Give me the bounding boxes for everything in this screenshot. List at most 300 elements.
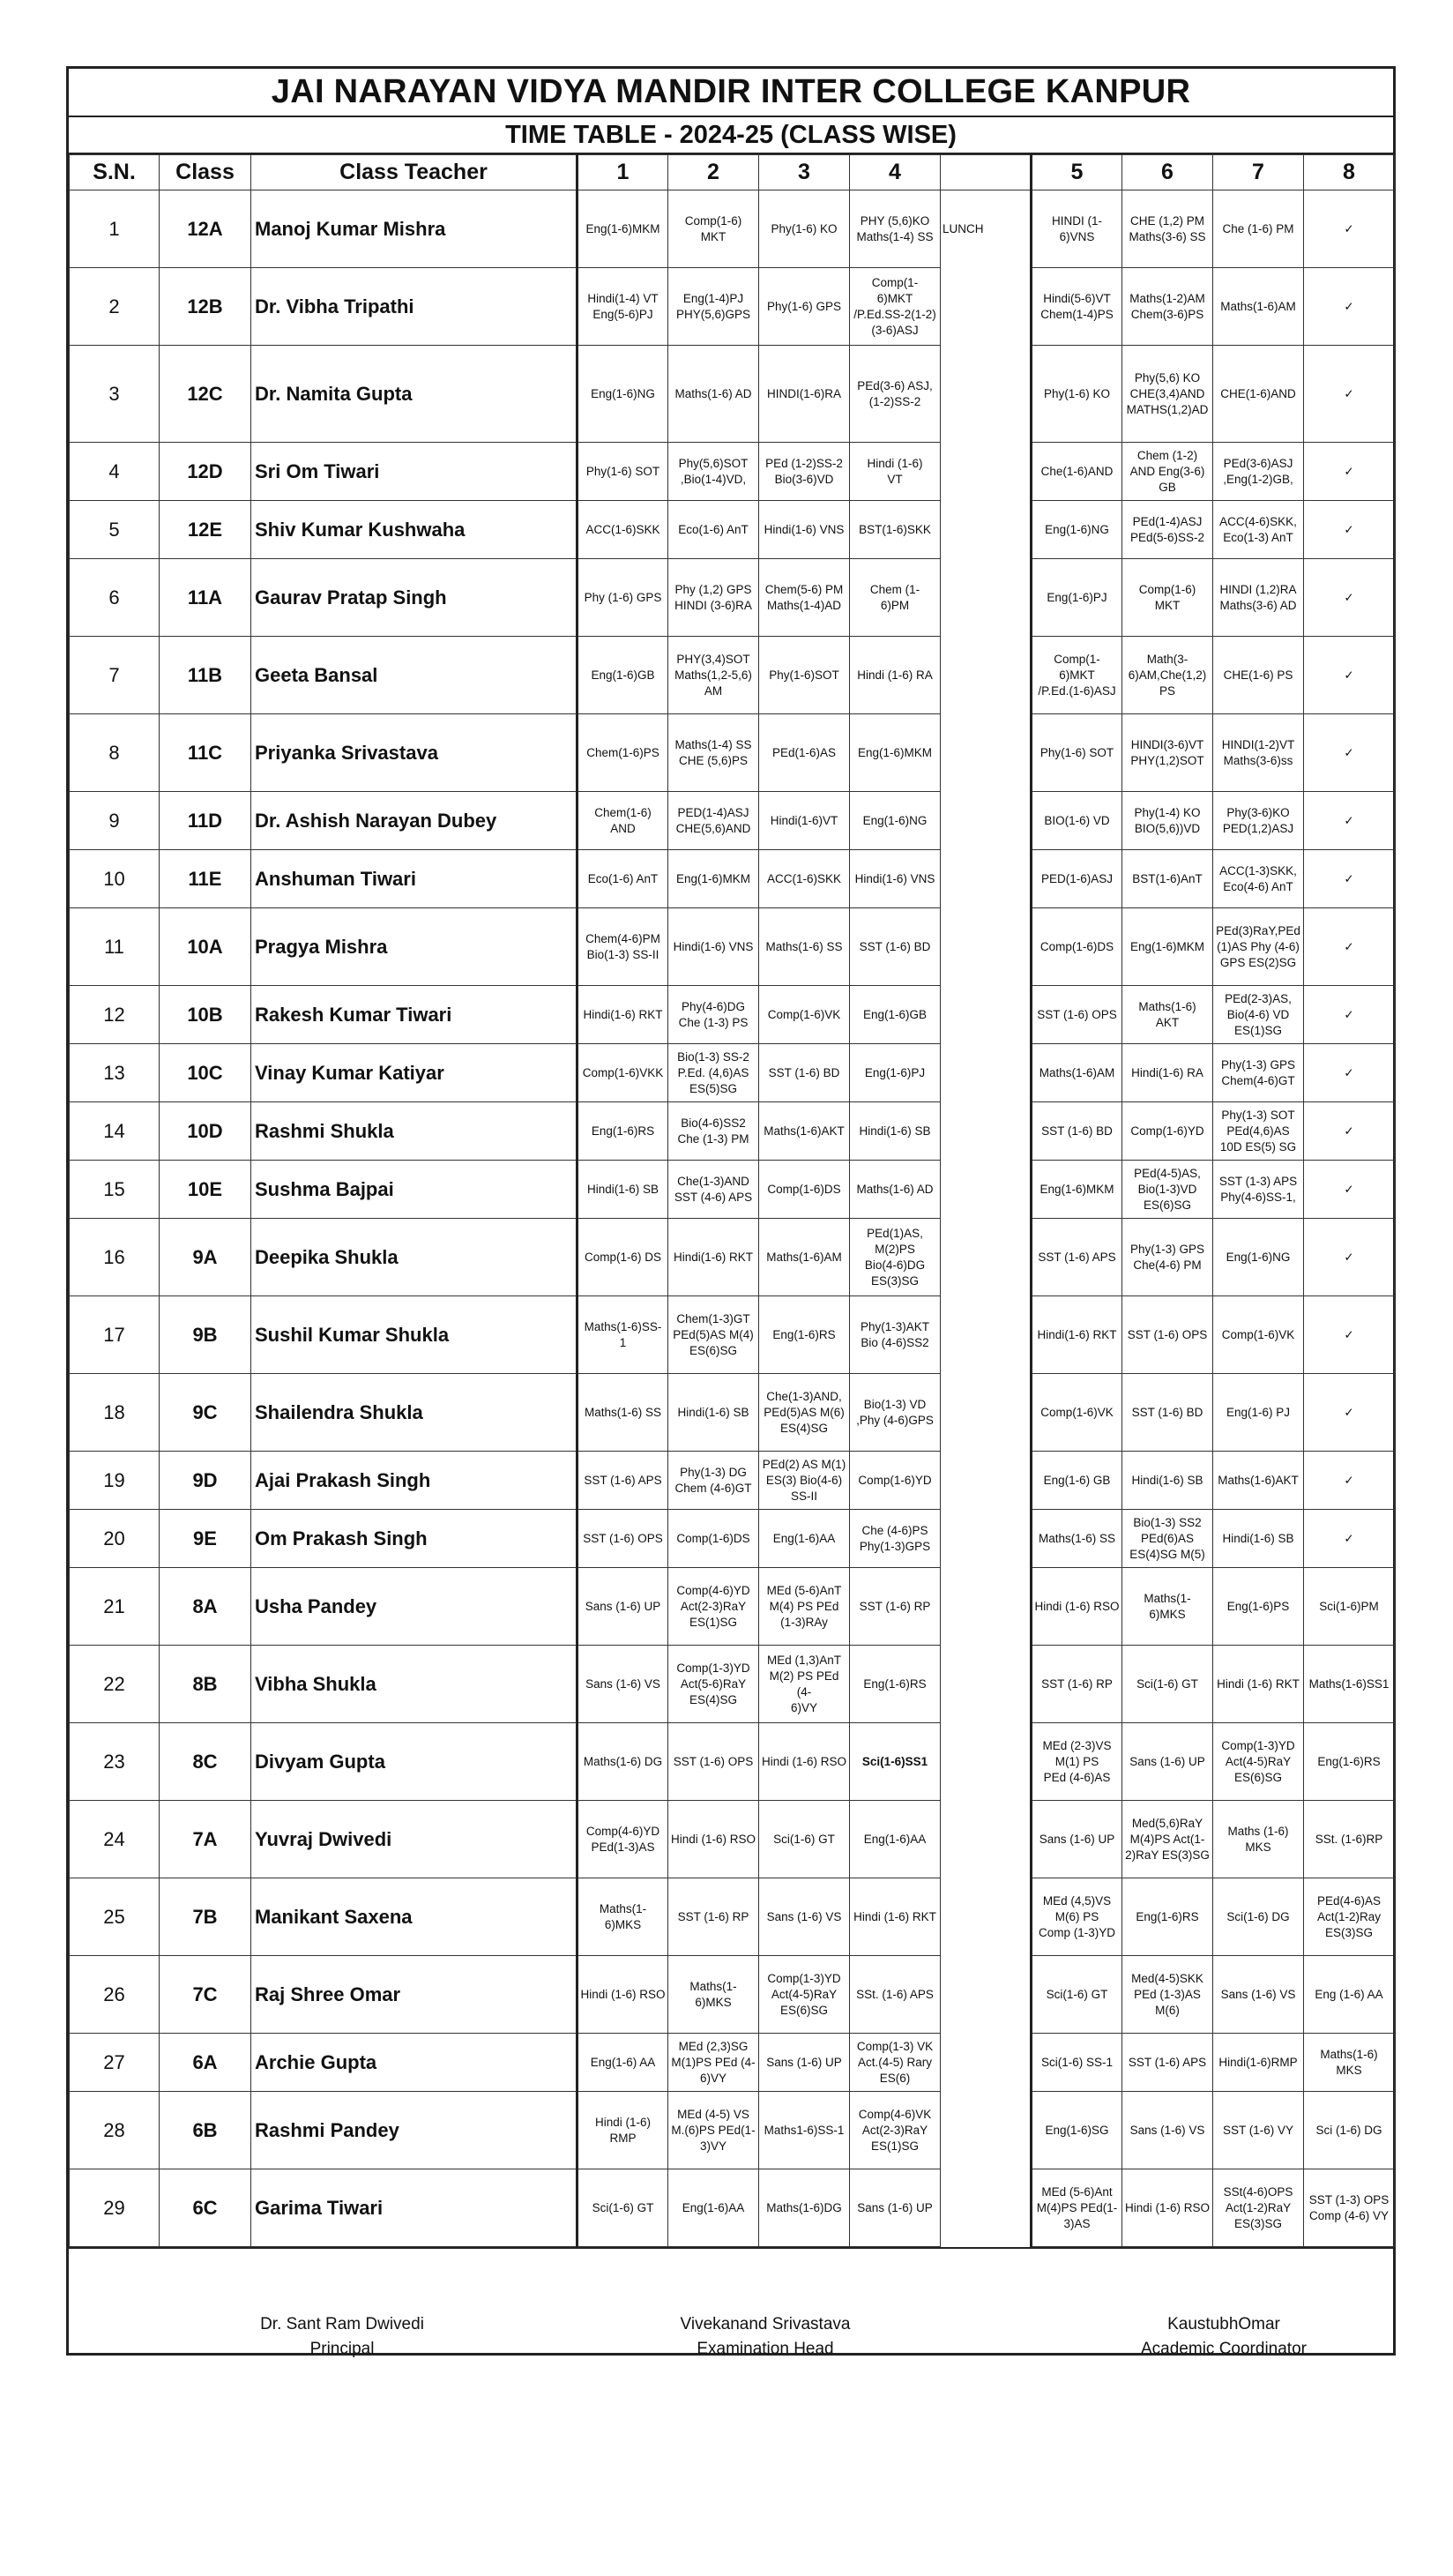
class-teacher-cell: Pragya Mishra (251, 908, 577, 986)
serial-number-cell: 22 (70, 1646, 160, 1723)
col-header-sn: S.N. (70, 155, 160, 190)
serial-number-cell: 8 (70, 714, 160, 792)
period-8-cell: ✓ (1304, 1452, 1395, 1510)
lunch-cell: LUNCH (941, 190, 1032, 268)
period-4-cell: PHY (5,6)KO Maths(1-4) SS (850, 190, 941, 268)
period-8-cell: Maths(1-6)SS1 (1304, 1646, 1395, 1723)
serial-number-cell: 4 (70, 443, 160, 501)
class-cell: 8A (160, 1568, 251, 1646)
period-7-cell: Che (1-6) PM (1213, 190, 1304, 268)
period-2-cell: Eng(1-6)AA (668, 2169, 759, 2247)
lunch-cell (941, 986, 1032, 1044)
period-2-cell: Hindi(1-6) SB (668, 1374, 759, 1452)
period-7-cell: ACC(4-6)SKK, Eco(1-3) AnT (1213, 501, 1304, 559)
class-teacher-cell: Rakesh Kumar Tiwari (251, 986, 577, 1044)
period-4-cell: BST(1-6)SKK (850, 501, 941, 559)
period-4-cell: Phy(1-3)AKT Bio (4-6)SS2 (850, 1296, 941, 1374)
serial-number-cell: 16 (70, 1219, 160, 1296)
class-teacher-cell: Manikant Saxena (251, 1878, 577, 1956)
class-cell: 12E (160, 501, 251, 559)
period-4-cell: Eng(1-6)GB (850, 986, 941, 1044)
class-cell: 11A (160, 559, 251, 637)
col-header-period-4: 4 (850, 155, 941, 190)
period-3-cell: Phy(1-6) KO (759, 190, 850, 268)
period-2-cell: Eng(1-6)MKM (668, 850, 759, 908)
period-6-cell: Phy(5,6) KO CHE(3,4)AND MATHS(1,2)AD (1122, 346, 1213, 443)
class-teacher-cell: Om Prakash Singh (251, 1510, 577, 1568)
period-3-cell: Eng(1-6)RS (759, 1296, 850, 1374)
period-4-cell: Hindi(1-6) VNS (850, 850, 941, 908)
period-8-cell: ✓ (1304, 1374, 1395, 1452)
class-teacher-cell: Yuvraj Dwivedi (251, 1801, 577, 1878)
period-6-cell: Med(5,6)RaY M(4)PS Act(1- 2)RaY ES(3)SG (1122, 1801, 1213, 1878)
period-7-cell: Maths(1-6)AM (1213, 268, 1304, 346)
period-6-cell: CHE (1,2) PM Maths(3-6) SS (1122, 190, 1213, 268)
period-2-cell: Eng(1-4)PJ PHY(5,6)GPS (668, 268, 759, 346)
class-row (70, 190, 1395, 268)
period-4-cell: Comp(4-6)VK Act(2-3)RaY ES(1)SG (850, 2092, 941, 2169)
period-7-cell: PEd(2-3)AS, Bio(4-6) VD ES(1)SG (1213, 986, 1304, 1044)
period-6-cell: Eng(1-6)RS (1122, 1878, 1213, 1956)
period-7-cell: Eng(1-6)NG (1213, 1219, 1304, 1296)
period-3-cell: Sci(1-6) GT (759, 1801, 850, 1878)
serial-number-cell: 23 (70, 1723, 160, 1801)
period-1-cell: Sci(1-6) GT (577, 2169, 668, 2247)
period-3-cell: Maths(1-6)AM (759, 1219, 850, 1296)
period-5-cell: SST (1-6) OPS (1032, 986, 1122, 1044)
serial-number-cell: 24 (70, 1801, 160, 1878)
class-teacher-cell: Usha Pandey (251, 1568, 577, 1646)
serial-number-cell: 15 (70, 1161, 160, 1219)
period-2-cell: Phy (1,2) GPS HINDI (3-6)RA (668, 559, 759, 637)
period-8-cell: ✓ (1304, 559, 1395, 637)
period-2-cell: PHY(3,4)SOT Maths(1,2-5,6) AM (668, 637, 759, 714)
period-7-cell: CHE(1-6)AND (1213, 346, 1304, 443)
period-3-cell: Comp(1-6)DS (759, 1161, 850, 1219)
lunch-cell (941, 1219, 1032, 1296)
period-2-cell: Bio(4-6)SS2 Che (1-3) PM (668, 1102, 759, 1161)
period-3-cell: Phy(1-6)SOT (759, 637, 850, 714)
period-5-cell: SST (1-6) BD (1032, 1102, 1122, 1161)
period-6-cell: Math(3- 6)AM,Che(1,2) PS (1122, 637, 1213, 714)
serial-number-cell: 14 (70, 1102, 160, 1161)
class-cell: 7B (160, 1878, 251, 1956)
period-6-cell: HINDI(3-6)VT PHY(1,2)SOT (1122, 714, 1213, 792)
period-4-cell: Hindi (1-6) RA (850, 637, 941, 714)
class-row (70, 714, 1395, 792)
class-teacher-cell: Raj Shree Omar (251, 1956, 577, 2034)
period-7-cell: Phy(1-3) SOT PEd(4,6)AS 10D ES(5) SG (1213, 1102, 1304, 1161)
period-2-cell: Phy(1-3) DG Chem (4-6)GT (668, 1452, 759, 1510)
period-4-cell: Che (4-6)PS Phy(1-3)GPS (850, 1510, 941, 1568)
period-1-cell: Eng(1-6)RS (577, 1102, 668, 1161)
period-5-cell: BIO(1-6) VD (1032, 792, 1122, 850)
class-teacher-cell: Priyanka Srivastava (251, 714, 577, 792)
period-3-cell: Maths(1-6)AKT (759, 1102, 850, 1161)
period-6-cell: Chem (1-2) AND Eng(3-6) GB (1122, 443, 1213, 501)
period-7-cell: PEd(3)RaY,PEd (1)AS Phy (4-6) GPS ES(2)SG (1213, 908, 1304, 986)
period-3-cell: Sans (1-6) VS (759, 1878, 850, 1956)
class-cell: 11E (160, 850, 251, 908)
period-7-cell: CHE(1-6) PS (1213, 637, 1304, 714)
period-8-cell: Eng (1-6) AA (1304, 1956, 1395, 2034)
period-2-cell: SST (1-6) RP (668, 1878, 759, 1956)
class-row (70, 268, 1395, 346)
period-1-cell: Maths(1-6) SS (577, 1374, 668, 1452)
lunch-cell (941, 2169, 1032, 2247)
period-1-cell: Phy(1-6) SOT (577, 443, 668, 501)
period-4-cell: Eng(1-6)MKM (850, 714, 941, 792)
class-row (70, 1296, 1395, 1374)
col-header-period-2: 2 (668, 155, 759, 190)
period-5-cell: Che(1-6)AND (1032, 443, 1122, 501)
lunch-cell (941, 268, 1032, 346)
period-3-cell: Maths(1-6)DG (759, 2169, 850, 2247)
serial-number-cell: 7 (70, 637, 160, 714)
period-6-cell: Maths(1-6) AKT (1122, 986, 1213, 1044)
class-teacher-cell: Rashmi Shukla (251, 1102, 577, 1161)
col-header-period-3: 3 (759, 155, 850, 190)
period-2-cell: Comp(1-6)DS (668, 1510, 759, 1568)
period-1-cell: Eng(1-6)NG (577, 346, 668, 443)
period-8-cell: Eng(1-6)RS (1304, 1723, 1395, 1801)
period-4-cell: Hindi(1-6) SB (850, 1102, 941, 1161)
period-1-cell: Comp(1-6)VKK (577, 1044, 668, 1102)
lunch-cell (941, 1296, 1032, 1374)
serial-number-cell: 11 (70, 908, 160, 986)
lunch-cell (941, 1568, 1032, 1646)
period-1-cell: Sans (1-6) UP (577, 1568, 668, 1646)
lunch-cell (941, 1102, 1032, 1161)
col-header-period-5: 5 (1032, 155, 1122, 190)
period-1-cell: SST (1-6) APS (577, 1452, 668, 1510)
timetable-body (70, 190, 1395, 2247)
serial-number-cell: 29 (70, 2169, 160, 2247)
period-7-cell: Phy(1-3) GPS Chem(4-6)GT (1213, 1044, 1304, 1102)
class-row (70, 2092, 1395, 2169)
class-cell: 6B (160, 2092, 251, 2169)
period-7-cell: Phy(3-6)KO PED(1,2)ASJ (1213, 792, 1304, 850)
period-6-cell: Med(4-5)SKK PEd (1-3)AS M(6) (1122, 1956, 1213, 2034)
period-2-cell: Hindi(1-6) VNS (668, 908, 759, 986)
class-teacher-cell: Manoj Kumar Mishra (251, 190, 577, 268)
col-header-class: Class (160, 155, 251, 190)
class-row (70, 443, 1395, 501)
class-cell: 6C (160, 2169, 251, 2247)
class-cell: 12B (160, 268, 251, 346)
period-7-cell: Maths(1-6)AKT (1213, 1452, 1304, 1510)
col-header-period-8: 8 (1304, 155, 1395, 190)
period-5-cell: Eng(1-6)MKM (1032, 1161, 1122, 1219)
class-row (70, 1510, 1395, 1568)
period-3-cell: Chem(5-6) PM Maths(1-4)AD (759, 559, 850, 637)
period-3-cell: Hindi(1-6) VNS (759, 501, 850, 559)
period-8-cell: Maths(1-6) MKS (1304, 2034, 1395, 2092)
period-7-cell: Eng(1-6) PJ (1213, 1374, 1304, 1452)
class-row (70, 986, 1395, 1044)
class-row (70, 637, 1395, 714)
serial-number-cell: 28 (70, 2092, 160, 2169)
period-7-cell: SST (1-3) APS Phy(4-6)SS-1, (1213, 1161, 1304, 1219)
signatory-role: Examination Head (697, 2340, 834, 2358)
class-teacher-cell: Dr. Namita Gupta (251, 346, 577, 443)
period-5-cell: SST (1-6) APS (1032, 1219, 1122, 1296)
period-4-cell: Hindi (1-6) VT (850, 443, 941, 501)
class-cell: 11B (160, 637, 251, 714)
period-2-cell: Maths(1-4) SS CHE (5,6)PS (668, 714, 759, 792)
period-5-cell: Maths(1-6)AM (1032, 1044, 1122, 1102)
period-1-cell: Phy (1-6) GPS (577, 559, 668, 637)
period-3-cell: Phy(1-6) GPS (759, 268, 850, 346)
signatory-academic-coordinator (1092, 2312, 1356, 2362)
signatory-role: Academic Coordinator (1141, 2340, 1307, 2358)
signatory-principal (210, 2312, 474, 2362)
class-row (70, 1956, 1395, 2034)
class-cell: 9C (160, 1374, 251, 1452)
col-header-period-6: 6 (1122, 155, 1213, 190)
period-1-cell: ACC(1-6)SKK (577, 501, 668, 559)
class-row (70, 2034, 1395, 2092)
serial-number-cell: 21 (70, 1568, 160, 1646)
class-cell: 10B (160, 986, 251, 1044)
period-3-cell: PEd(1-6)AS (759, 714, 850, 792)
period-4-cell: SSt. (1-6) APS (850, 1956, 941, 2034)
period-7-cell: Comp(1-3)YD Act(4-5)RaY ES(6)SG (1213, 1723, 1304, 1801)
period-6-cell: Hindi(1-6) SB (1122, 1452, 1213, 1510)
period-8-cell: ✓ (1304, 1102, 1395, 1161)
serial-number-cell: 25 (70, 1878, 160, 1956)
period-4-cell: Comp(1- 6)MKT /P.Ed.SS-2(1-2) (3-6)ASJ (850, 268, 941, 346)
period-5-cell: MEd (2-3)VS M(1) PS PEd (4-6)AS (1032, 1723, 1122, 1801)
serial-number-cell: 5 (70, 501, 160, 559)
class-row (70, 346, 1395, 443)
lunch-cell (941, 1801, 1032, 1878)
period-6-cell: Bio(1-3) SS2 PEd(6)AS ES(4)SG M(5) (1122, 1510, 1213, 1568)
period-2-cell: Comp(4-6)YD Act(2-3)RaY ES(1)SG (668, 1568, 759, 1646)
period-6-cell: Sans (1-6) UP (1122, 1723, 1213, 1801)
period-2-cell: MEd (2,3)SG M(1)PS PEd (4- 6)VY (668, 2034, 759, 2092)
timetable-table (69, 154, 1395, 2247)
period-7-cell: HINDI(1-2)VT Maths(3-6)ss (1213, 714, 1304, 792)
class-teacher-cell: Dr. Ashish Narayan Dubey (251, 792, 577, 850)
period-8-cell: PEd(4-6)AS Act(1-2)Ray ES(3)SG (1304, 1878, 1395, 1956)
period-2-cell: Chem(1-3)GT PEd(5)AS M(4) ES(6)SG (668, 1296, 759, 1374)
class-row (70, 559, 1395, 637)
class-row (70, 850, 1395, 908)
class-cell: 9E (160, 1510, 251, 1568)
period-7-cell: Hindi (1-6) RKT (1213, 1646, 1304, 1723)
period-5-cell: Eng(1-6)PJ (1032, 559, 1122, 637)
class-teacher-cell: Gaurav Pratap Singh (251, 559, 577, 637)
signatory-name: Dr. Sant Ram Dwivedi (260, 2315, 424, 2333)
class-teacher-cell: Divyam Gupta (251, 1723, 577, 1801)
period-4-cell: Eng(1-6)NG (850, 792, 941, 850)
class-row (70, 2169, 1395, 2247)
period-7-cell: HINDI (1,2)RA Maths(3-6) AD (1213, 559, 1304, 637)
period-6-cell: Maths(1- 6)MKS (1122, 1568, 1213, 1646)
period-8-cell: ✓ (1304, 1044, 1395, 1102)
lunch-cell (941, 1510, 1032, 1568)
period-1-cell: Eng(1-6) AA (577, 2034, 668, 2092)
period-5-cell: Sans (1-6) UP (1032, 1801, 1122, 1878)
class-cell: 12C (160, 346, 251, 443)
period-8-cell: ✓ (1304, 908, 1395, 986)
lunch-cell (941, 1956, 1032, 2034)
lunch-cell (941, 1723, 1032, 1801)
period-2-cell: PED(1-4)ASJ CHE(5,6)AND (668, 792, 759, 850)
period-6-cell: Sci(1-6) GT (1122, 1646, 1213, 1723)
lunch-cell (941, 637, 1032, 714)
period-5-cell: Sci(1-6) SS-1 (1032, 2034, 1122, 2092)
class-row (70, 1219, 1395, 1296)
period-6-cell: PEd(4-5)AS, Bio(1-3)VD ES(6)SG (1122, 1161, 1213, 1219)
period-3-cell: PEd(2) AS M(1) ES(3) Bio(4-6) SS-II (759, 1452, 850, 1510)
class-cell: 6A (160, 2034, 251, 2092)
period-6-cell: Phy(1-3) GPS Che(4-6) PM (1122, 1219, 1213, 1296)
period-1-cell: Maths(1-6)SS- 1 (577, 1296, 668, 1374)
period-3-cell: Eng(1-6)AA (759, 1510, 850, 1568)
period-7-cell: Sci(1-6) DG (1213, 1878, 1304, 1956)
period-2-cell: SST (1-6) OPS (668, 1723, 759, 1801)
period-5-cell: MEd (5-6)Ant M(4)PS PEd(1- 3)AS (1032, 2169, 1122, 2247)
class-row (70, 1374, 1395, 1452)
serial-number-cell: 27 (70, 2034, 160, 2092)
period-5-cell: PED(1-6)ASJ (1032, 850, 1122, 908)
col-header-teacher: Class Teacher (251, 155, 577, 190)
class-row (70, 1878, 1395, 1956)
class-row (70, 501, 1395, 559)
period-5-cell: Maths(1-6) SS (1032, 1510, 1122, 1568)
class-row (70, 1044, 1395, 1102)
period-4-cell: Comp(1-6)YD (850, 1452, 941, 1510)
lunch-cell (941, 559, 1032, 637)
period-2-cell: Phy(5,6)SOT ,Bio(1-4)VD, (668, 443, 759, 501)
period-4-cell: Maths(1-6) AD (850, 1161, 941, 1219)
period-2-cell: MEd (4-5) VS M.(6)PS PEd(1- 3)VY (668, 2092, 759, 2169)
class-teacher-cell: Anshuman Tiwari (251, 850, 577, 908)
period-7-cell: ACC(1-3)SKK, Eco(4-6) AnT (1213, 850, 1304, 908)
period-8-cell: ✓ (1304, 268, 1395, 346)
period-5-cell: Phy(1-6) SOT (1032, 714, 1122, 792)
period-1-cell: Chem(1-6) AND (577, 792, 668, 850)
lunch-cell (941, 346, 1032, 443)
period-6-cell: Comp(1-6)YD (1122, 1102, 1213, 1161)
period-8-cell: ✓ (1304, 443, 1395, 501)
period-2-cell: Bio(1-3) SS-2 P.Ed. (4,6)AS ES(5)SG (668, 1044, 759, 1102)
period-1-cell: Hindi (1-6) RMP (577, 2092, 668, 2169)
class-row (70, 1568, 1395, 1646)
period-7-cell: SST (1-6) VY (1213, 2092, 1304, 2169)
serial-number-cell: 13 (70, 1044, 160, 1102)
class-teacher-cell: Vibha Shukla (251, 1646, 577, 1723)
class-teacher-cell: Vinay Kumar Katiyar (251, 1044, 577, 1102)
period-8-cell: ✓ (1304, 714, 1395, 792)
period-6-cell: Eng(1-6)MKM (1122, 908, 1213, 986)
period-1-cell: Maths(1- 6)MKS (577, 1878, 668, 1956)
period-4-cell: Eng(1-6)AA (850, 1801, 941, 1878)
lunch-cell (941, 1878, 1032, 1956)
period-5-cell: Comp(1-6)DS (1032, 908, 1122, 986)
period-7-cell: Eng(1-6)PS (1213, 1568, 1304, 1646)
class-cell: 12A (160, 190, 251, 268)
timetable-sheet (66, 66, 1396, 2356)
period-5-cell: HINDI (1- 6)VNS (1032, 190, 1122, 268)
class-row (70, 1646, 1395, 1723)
period-5-cell: MEd (4,5)VS M(6) PS Comp (1-3)YD (1032, 1878, 1122, 1956)
period-2-cell: Phy(4-6)DG Che (1-3) PS (668, 986, 759, 1044)
lunch-cell (941, 1452, 1032, 1510)
period-3-cell: MEd (5-6)AnT M(4) PS PEd (1-3)RAy (759, 1568, 850, 1646)
period-5-cell: Hindi(5-6)VT Chem(1-4)PS (1032, 268, 1122, 346)
serial-number-cell: 3 (70, 346, 160, 443)
period-5-cell: Comp(1- 6)MKT /P.Ed.(1-6)ASJ (1032, 637, 1122, 714)
class-teacher-cell: Deepika Shukla (251, 1219, 577, 1296)
period-4-cell: Bio(1-3) VD ,Phy (4-6)GPS (850, 1374, 941, 1452)
period-5-cell: Phy(1-6) KO (1032, 346, 1122, 443)
lunch-cell (941, 2034, 1032, 2092)
class-cell: 8B (160, 1646, 251, 1723)
period-2-cell: Che(1-3)AND SST (4-6) APS (668, 1161, 759, 1219)
period-1-cell: Hindi (1-6) RSO (577, 1956, 668, 2034)
class-teacher-cell: Sushil Kumar Shukla (251, 1296, 577, 1374)
class-cell: 8C (160, 1723, 251, 1801)
period-6-cell: Hindi (1-6) RSO (1122, 2169, 1213, 2247)
period-8-cell: ✓ (1304, 792, 1395, 850)
signatory-name: Vivekanand Srivastava (680, 2315, 851, 2333)
period-8-cell: ✓ (1304, 501, 1395, 559)
class-row (70, 1801, 1395, 1878)
period-3-cell: Che(1-3)AND, PEd(5)AS M(6) ES(4)SG (759, 1374, 850, 1452)
col-header-lunch (941, 155, 1032, 190)
period-2-cell: Comp(1-6) MKT (668, 190, 759, 268)
period-1-cell: SST (1-6) OPS (577, 1510, 668, 1568)
period-8-cell: Sci (1-6) DG (1304, 2092, 1395, 2169)
period-3-cell: SST (1-6) BD (759, 1044, 850, 1102)
timetable-subtitle: TIME TABLE - 2024-25 (CLASS WISE) (69, 117, 1393, 154)
period-3-cell: HINDI(1-6)RA (759, 346, 850, 443)
period-7-cell: Hindi(1-6)RMP (1213, 2034, 1304, 2092)
class-teacher-cell: Shailendra Shukla (251, 1374, 577, 1452)
period-8-cell: ✓ (1304, 190, 1395, 268)
class-teacher-cell: Geeta Bansal (251, 637, 577, 714)
class-teacher-cell: Sri Om Tiwari (251, 443, 577, 501)
lunch-cell (941, 1044, 1032, 1102)
period-6-cell: Phy(1-4) KO BIO(5,6))VD (1122, 792, 1213, 850)
col-header-period-7: 7 (1213, 155, 1304, 190)
period-1-cell: Eng(1-6)GB (577, 637, 668, 714)
period-5-cell: Hindi(1-6) RKT (1032, 1296, 1122, 1374)
class-cell: 10E (160, 1161, 251, 1219)
period-3-cell: Maths(1-6) SS (759, 908, 850, 986)
serial-number-cell: 26 (70, 1956, 160, 2034)
period-1-cell: Sans (1-6) VS (577, 1646, 668, 1723)
period-3-cell: PEd (1-2)SS-2 Bio(3-6)VD (759, 443, 850, 501)
class-row (70, 908, 1395, 986)
period-2-cell: Maths(1- 6)MKS (668, 1956, 759, 2034)
serial-number-cell: 9 (70, 792, 160, 850)
period-1-cell: Maths(1-6) DG (577, 1723, 668, 1801)
period-1-cell: Hindi(1-4) VT Eng(5-6)PJ (577, 268, 668, 346)
lunch-cell (941, 850, 1032, 908)
period-8-cell: SST (1-3) OPS Comp (4-6) VY (1304, 2169, 1395, 2247)
serial-number-cell: 18 (70, 1374, 160, 1452)
class-teacher-cell: Garima Tiwari (251, 2169, 577, 2247)
period-4-cell: Hindi (1-6) RKT (850, 1878, 941, 1956)
period-6-cell: Comp(1-6) MKT (1122, 559, 1213, 637)
class-cell: 9B (160, 1296, 251, 1374)
period-7-cell: SSt(4-6)OPS Act(1-2)RaY ES(3)SG (1213, 2169, 1304, 2247)
period-1-cell: Eng(1-6)MKM (577, 190, 668, 268)
